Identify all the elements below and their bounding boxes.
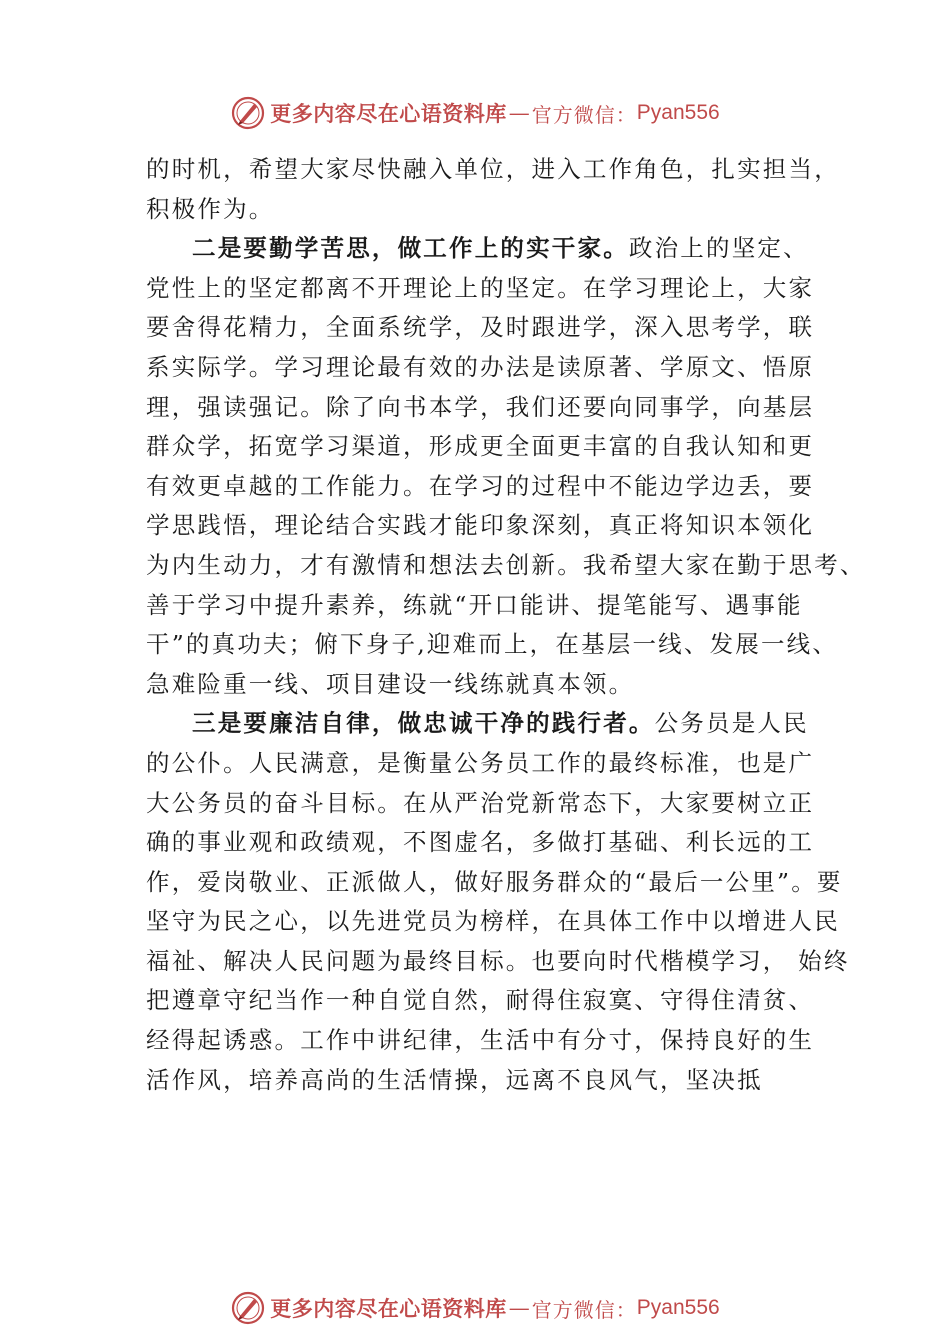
line-text: 要舍得花精力，全面系统学，及时跟进学，深入思考学，联 — [146, 313, 815, 342]
text-line — [146, 981, 846, 1021]
text-line — [146, 665, 846, 705]
line-text: 系实际学。学习理论最有效的办法是读原著、学原文、悟原 — [146, 352, 815, 381]
text-line — [146, 348, 846, 388]
text-line — [146, 863, 846, 903]
line-text: 活作风，培养高尚的生活情操，远离不良风气，坚决抵 — [146, 1065, 763, 1094]
line-text: 的公仆。人民满意，是衡量公务员工作的最终标准，也是广 — [146, 748, 815, 777]
line-text: 为内生动力，才有激情和想法去创新。我希望大家在勤于思考、 — [146, 550, 866, 579]
watermark-wechat-id: Pyan556 — [636, 1296, 720, 1319]
line-text: 急难险重一线、项目建设一线练就真本领。 — [146, 669, 635, 698]
paragraph-heading: 三是要廉洁自律，做忠诚干净的践行者。 — [192, 709, 655, 738]
line-text: 积极作为。 — [146, 194, 275, 223]
text-line — [146, 467, 846, 507]
line-text: 政治上的坚定、 — [628, 234, 809, 263]
watermark-label: 官方微信： — [531, 102, 637, 127]
footer-watermark — [0, 1288, 950, 1328]
watermark-dash: — — [508, 101, 530, 125]
text-line — [146, 744, 846, 784]
text-line — [146, 942, 850, 982]
text-line — [146, 506, 846, 546]
line-text: 有效更卓越的工作能力。在学习的过程中不能边学边丢，要 — [146, 471, 815, 500]
text-line — [146, 1061, 846, 1101]
text-line — [146, 625, 846, 665]
watermark-wechat-id: Pyan556 — [636, 101, 720, 124]
watermark-brand: 更多内容尽在心语资料库 — [270, 101, 507, 126]
line-text: 的时机，希望大家尽快融入单位，进入工作角色，扎实担当， — [146, 155, 840, 183]
watermark-dash: — — [508, 1296, 530, 1320]
document-body — [146, 150, 866, 1100]
line-text: 党性上的坚定都离不开理论上的坚定。在学习理论上，大家 — [146, 273, 815, 302]
line-text: 善于学习中提升素养，练就“开口能讲、提笔能写、遇事能 — [146, 590, 803, 619]
line-text: 大公务员的奋斗目标。在从严治党新常态下，大家要树立正 — [146, 788, 815, 817]
text-line — [146, 586, 846, 626]
line-text: 经得起诱惑。工作中讲纪律，生活中有分寸，保持良好的生 — [146, 1026, 815, 1055]
text-line — [146, 269, 846, 309]
text-line — [146, 1021, 846, 1061]
paragraph-heading-line — [146, 229, 846, 269]
pen-seal-icon — [230, 95, 266, 131]
paragraph-heading: 二是要勤学苦思，做工作上的实干家。 — [192, 234, 629, 263]
line-text: 学思践悟，理论结合实践才能印象深刻，真正将知识本领化 — [146, 511, 815, 540]
watermark-brand: 更多内容尽在心语资料库 — [270, 1296, 507, 1321]
text-line — [146, 388, 846, 428]
text-line — [146, 902, 846, 942]
line-text: 群众学，拓宽学习渠道，形成更全面更丰富的自我认知和更 — [146, 432, 815, 461]
header-watermark — [0, 93, 950, 133]
line-text: 确的事业观和政绩观，不图虚名，多做打基础、利长远的工 — [146, 828, 815, 857]
line-text: 公务员是人民 — [654, 709, 809, 738]
text-line — [146, 190, 846, 230]
text-line — [146, 308, 846, 348]
line-text: 福祉、解决人民问题为最终目标。也要向时代楷模学习， 始终 — [146, 946, 850, 975]
line-text: 作，爱岗敬业、正派做人，做好服务群众的“最后一公里”。要 — [146, 867, 843, 896]
watermark-label: 官方微信： — [531, 1297, 637, 1322]
pen-seal-icon — [230, 1290, 266, 1326]
paragraph-heading-line — [146, 704, 846, 744]
text-line — [146, 427, 846, 467]
line-text: 干”的真功夫；俯下身子,迎难而上，在基层一线、发展一线、 — [146, 630, 839, 659]
text-line — [146, 823, 846, 863]
text-line — [146, 784, 846, 824]
text-line — [146, 150, 846, 190]
text-line — [146, 546, 866, 586]
line-text: 坚守为民之心，以先进党员为榜样，在具体工作中以增进人民 — [146, 907, 840, 936]
line-text: 理，强读强记。除了向书本学，我们还要向同事学，向基层 — [146, 392, 815, 421]
line-text: 把遵章守纪当作一种自觉自然，耐得住寂寞、守得住清贫、 — [146, 986, 815, 1015]
